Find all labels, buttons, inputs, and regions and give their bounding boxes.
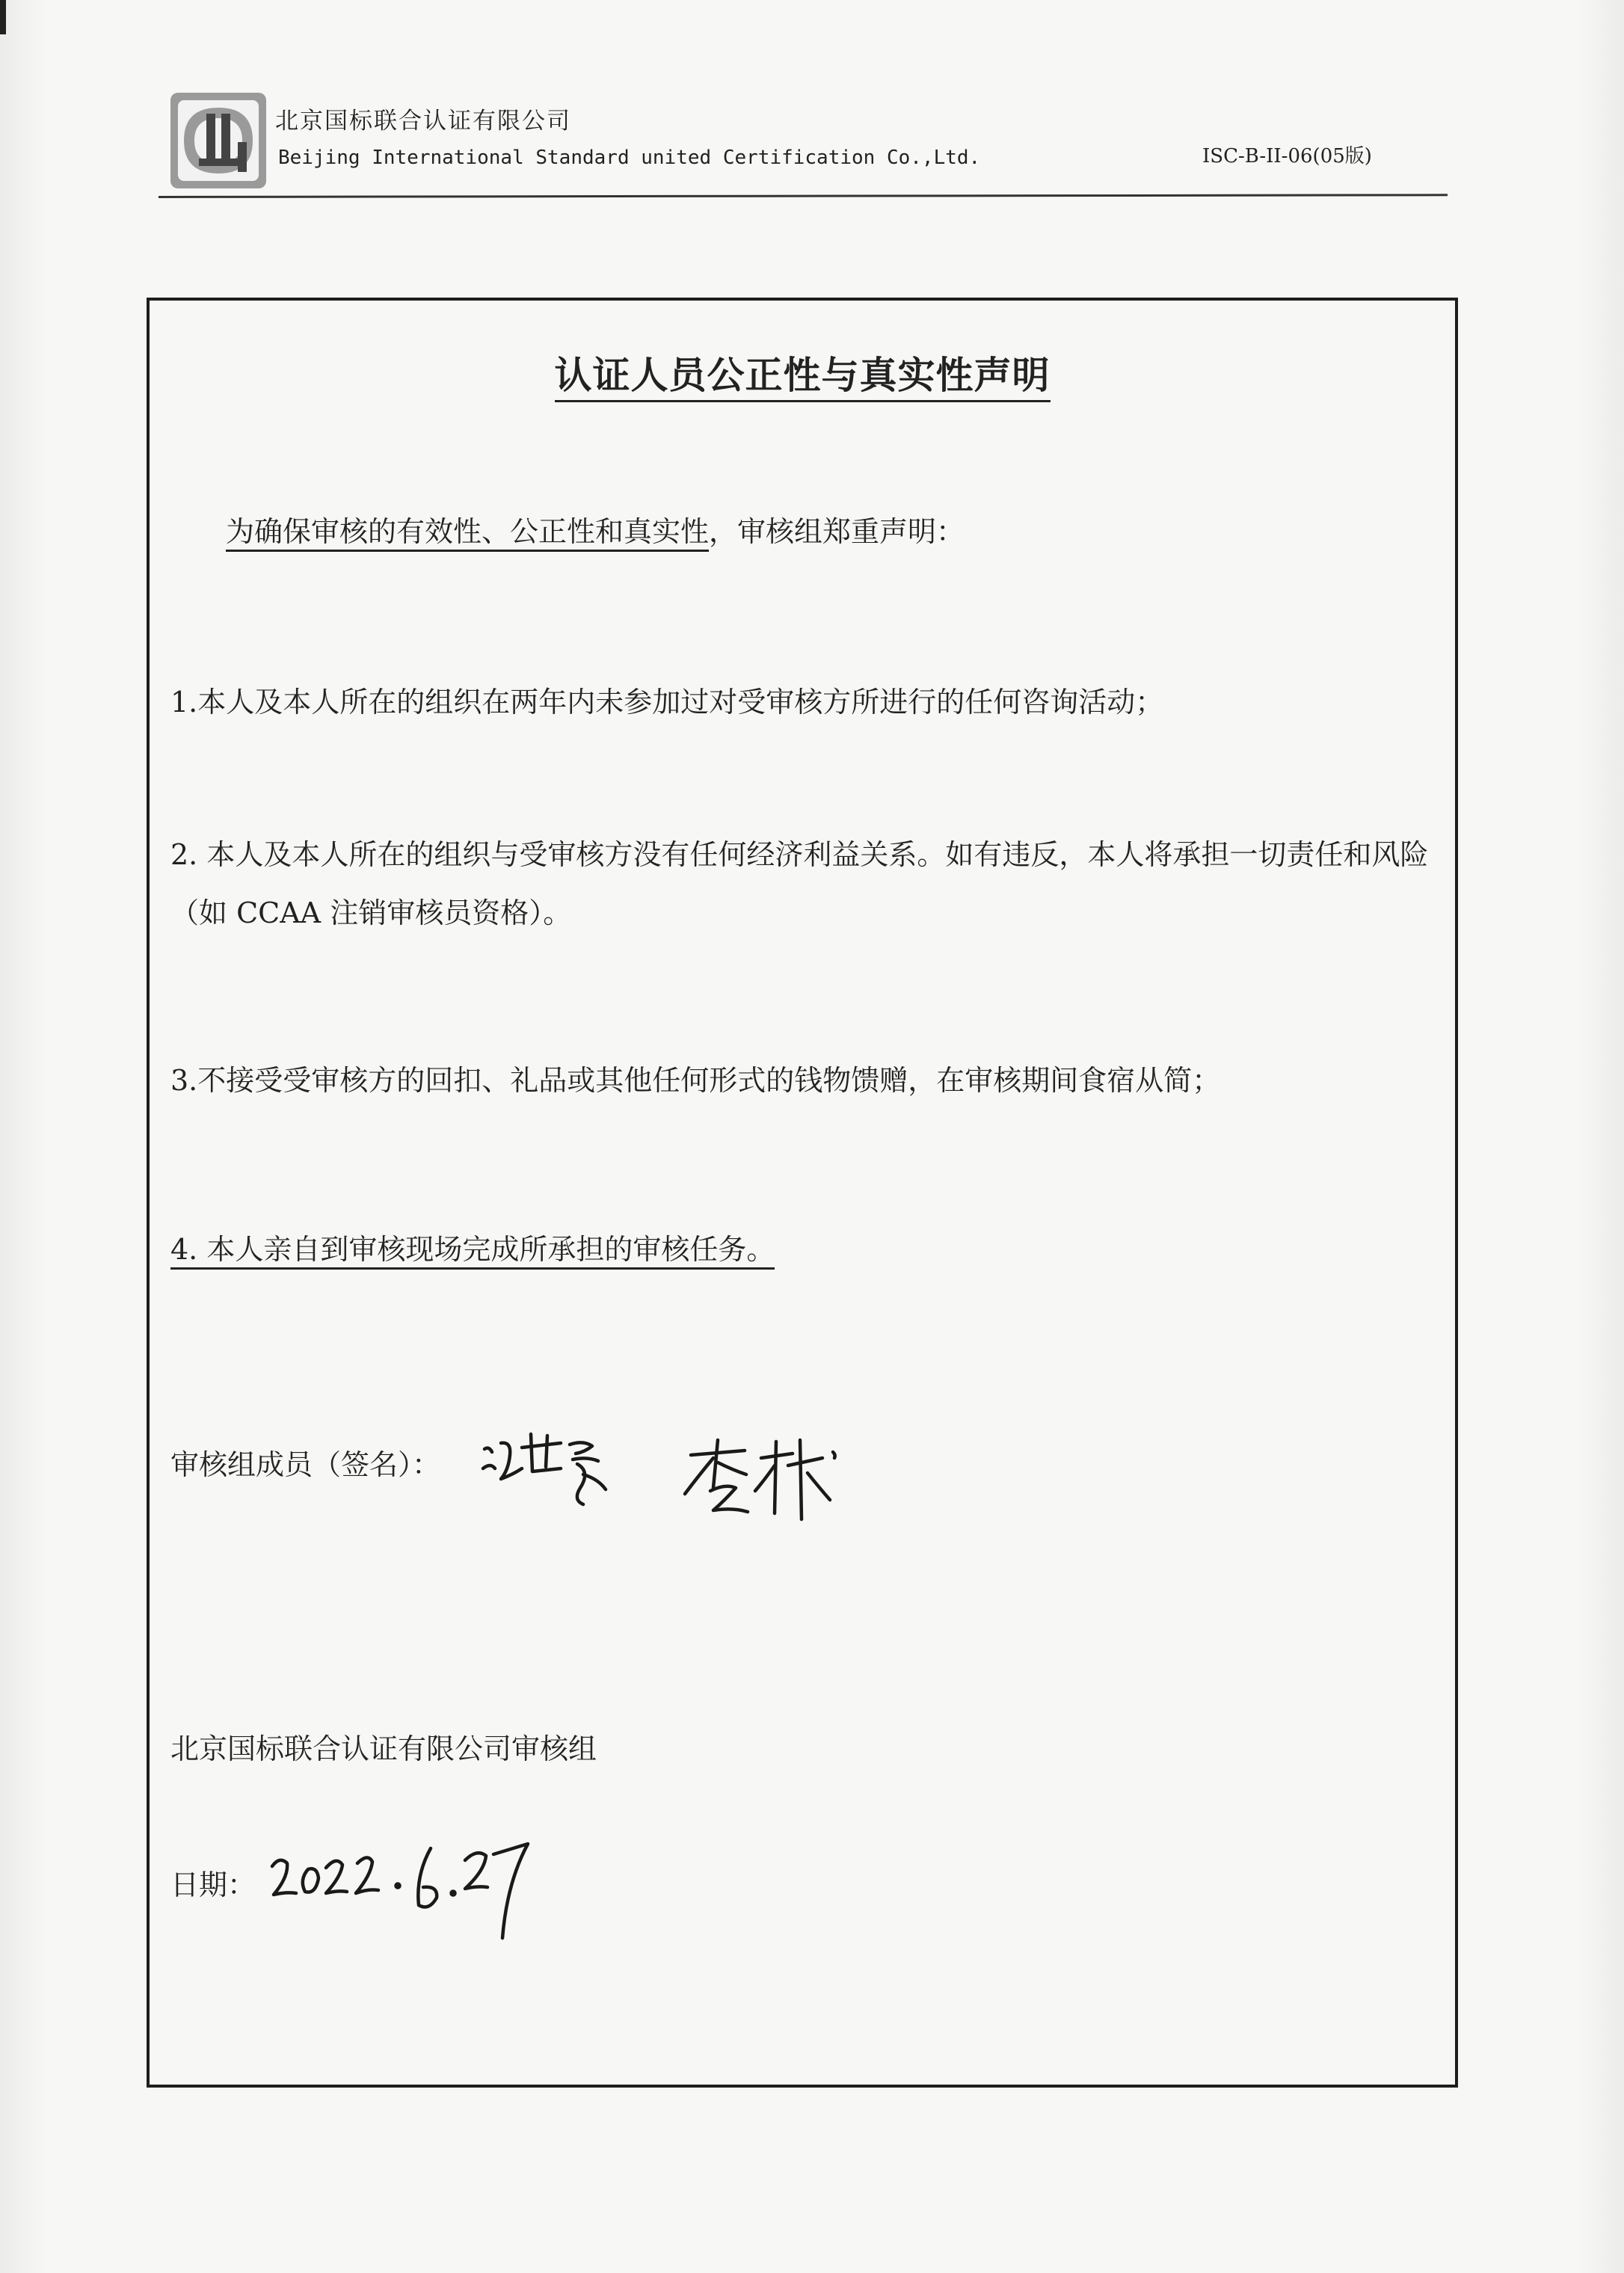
declaration-item-4-text: 4. 本人亲自到审核现场完成所承担的审核任务。 [170, 1233, 775, 1270]
declaration-item-4 [170, 1220, 1442, 1279]
intro-paragraph [226, 502, 1497, 561]
signature-member-1 [479, 1427, 628, 1516]
declaration-item-3: 3.不接受受审核方的回扣、礼品或其他任何形式的钱物馈赠，在审核期间食宿从简； [170, 1064, 1221, 1097]
signature-member-2 [680, 1436, 845, 1525]
intro-rest-text: ，审核组郑重声明： [709, 515, 965, 548]
company-logo-icon [166, 88, 271, 193]
audit-team-org: 北京国标联合认证有限公司审核组 [170, 1732, 597, 1765]
page-title-text: 认证人员公正性与真实性声明 [555, 354, 1051, 402]
date-label: 日期： [170, 1868, 256, 1901]
company-name-en: Beijing International Standard united Certification Co.,Ltd. [278, 147, 981, 169]
declaration-frame [147, 298, 1458, 2088]
handwritten-date [269, 1833, 538, 1946]
page-title [0, 345, 1605, 399]
scan-corner-mark [0, 0, 6, 34]
company-name-cn: 北京国标联合认证有限公司 [275, 108, 571, 135]
document-code: ISC-B-II-06(05版) [1202, 145, 1372, 167]
declaration-item-2: 2. 本人及本人所在的组织与受审核方没有任何经济利益关系。如有违反，本人将承担一切责任和风险（如 CCAA 注销审核员资格）。 [170, 838, 1429, 929]
signature-label: 审核组成员（签名）： [170, 1448, 441, 1481]
declaration-item-1: 1.本人及本人所在的组织在两年内未参加过对受审核方所进行的任何咨询活动； [170, 686, 1164, 719]
intro-underlined-text: 为确保审核的有效性、公正性和真实性 [226, 515, 709, 552]
